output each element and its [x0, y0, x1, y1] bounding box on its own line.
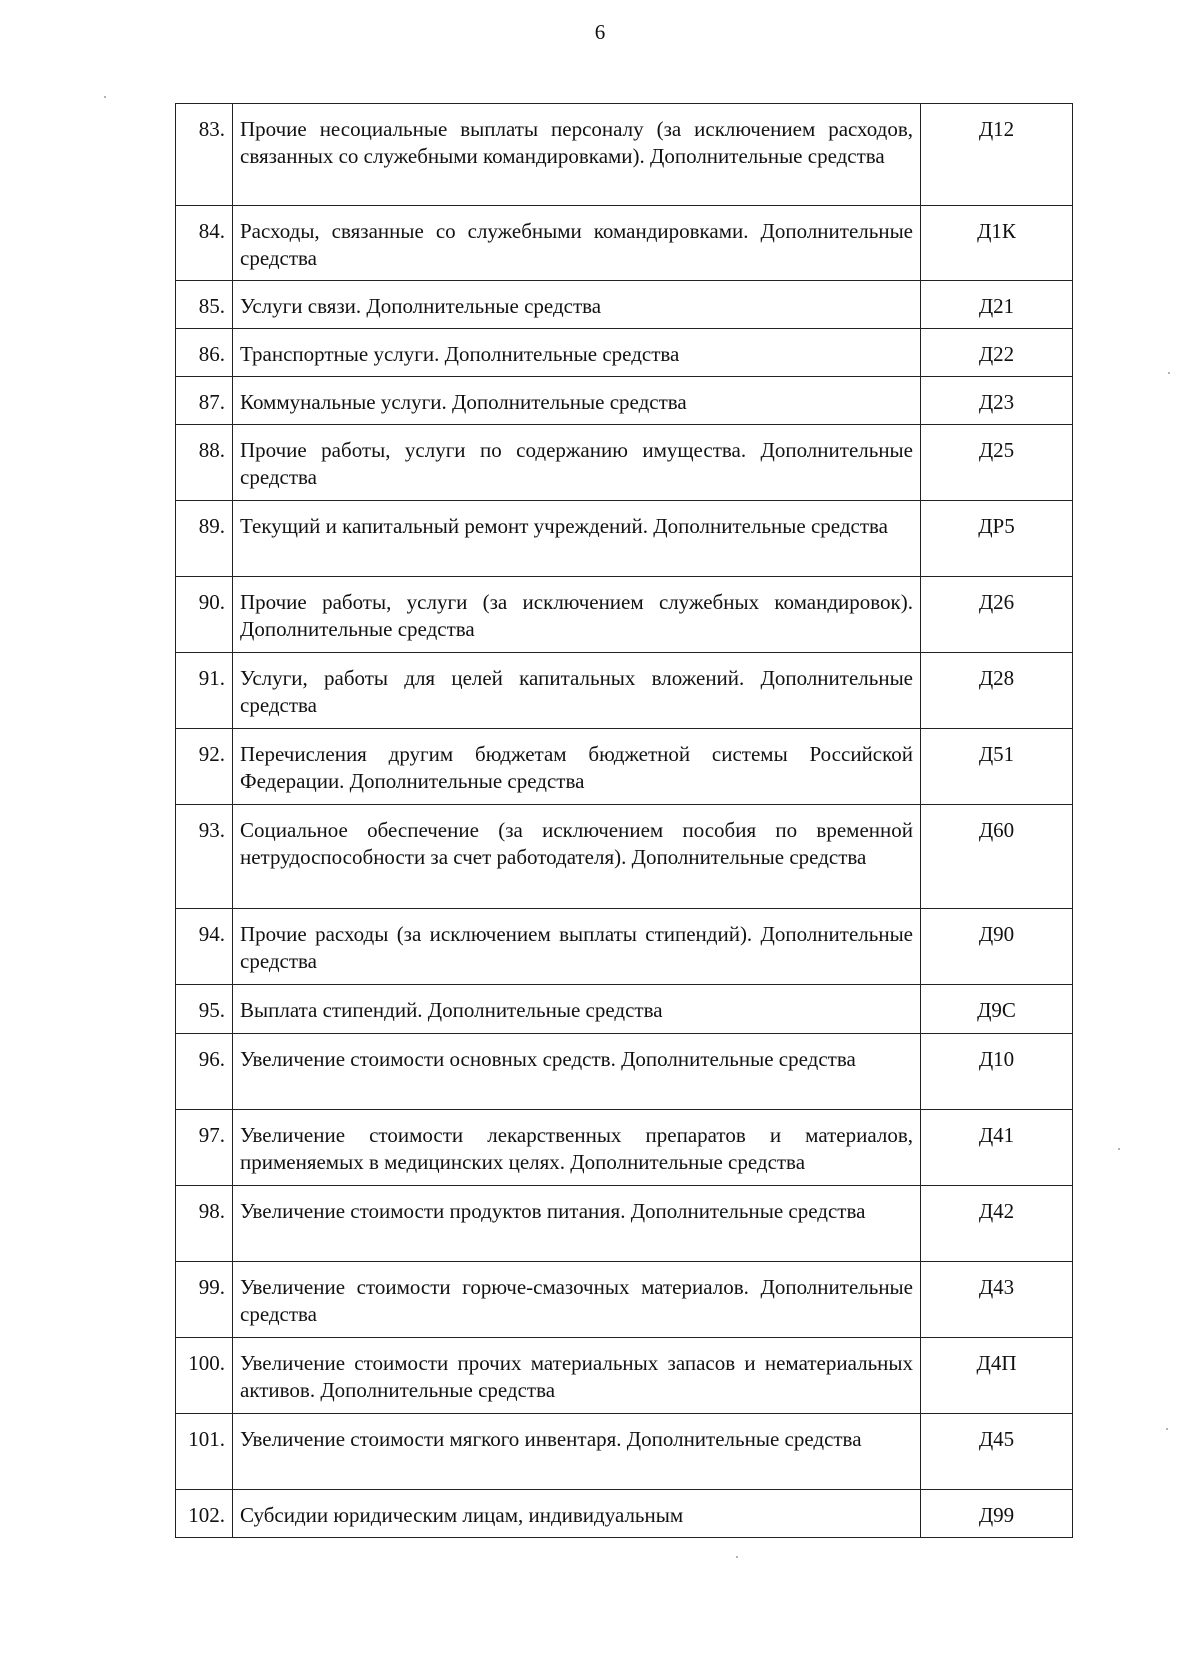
row-description: Увеличение стоимости лекарственных препаратов и материалов, применяемых в медицинских целях. Дополнительные средства — [233, 1110, 921, 1186]
row-code: Д51 — [921, 729, 1073, 805]
row-number: 86. — [176, 329, 233, 377]
row-code: Д9С — [921, 985, 1073, 1034]
row-description: Выплата стипендий. Дополнительные средства — [233, 985, 921, 1034]
row-code: ДР5 — [921, 501, 1073, 577]
table-row — [176, 425, 1073, 501]
table-row — [176, 1110, 1073, 1186]
row-code: Д12 — [921, 104, 1073, 206]
row-number: 99. — [176, 1262, 233, 1338]
row-description: Транспортные услуги. Дополнительные средства — [233, 329, 921, 377]
row-number: 102. — [176, 1490, 233, 1538]
table-row — [176, 985, 1073, 1034]
row-number: 91. — [176, 653, 233, 729]
table-row — [176, 206, 1073, 281]
row-code: Д41 — [921, 1110, 1073, 1186]
row-description: Прочие работы, услуги по содержанию имущества. Дополнительные средства — [233, 425, 921, 501]
budget-codes-table — [175, 103, 1073, 1538]
table-row — [176, 1490, 1073, 1538]
row-code: Д10 — [921, 1034, 1073, 1110]
row-description: Увеличение стоимости прочих материальных запасов и нематериальных активов. Дополнительные средства — [233, 1338, 921, 1414]
row-description: Прочие несоциальные выплаты персоналу (за исключением расходов, связанных со служебными командировками). Дополнительные средства — [233, 104, 921, 206]
row-description: Увеличение стоимости основных средств. Дополнительные средства — [233, 1034, 921, 1110]
table-row — [176, 653, 1073, 729]
row-code: Д1К — [921, 206, 1073, 281]
scan-speck — [736, 1556, 738, 1558]
row-description: Увеличение стоимости горюче-смазочных материалов. Дополнительные средства — [233, 1262, 921, 1338]
table-row — [176, 1186, 1073, 1262]
row-code: Д26 — [921, 577, 1073, 653]
row-number: 101. — [176, 1414, 233, 1490]
table-row — [176, 729, 1073, 805]
row-code: Д21 — [921, 281, 1073, 329]
row-description: Прочие расходы (за исключением выплаты стипендий). Дополнительные средства — [233, 909, 921, 985]
scan-speck — [104, 96, 106, 98]
row-description: Услуги, работы для целей капитальных вложений. Дополнительные средства — [233, 653, 921, 729]
row-code: Д28 — [921, 653, 1073, 729]
scan-speck — [1168, 372, 1170, 374]
row-number: 83. — [176, 104, 233, 206]
row-code: Д90 — [921, 909, 1073, 985]
table-row — [176, 104, 1073, 206]
row-description: Услуги связи. Дополнительные средства — [233, 281, 921, 329]
scan-speck — [1118, 1148, 1120, 1150]
row-number: 89. — [176, 501, 233, 577]
row-code: Д42 — [921, 1186, 1073, 1262]
row-number: 85. — [176, 281, 233, 329]
row-description: Субсидии юридическим лицам, индивидуальным — [233, 1490, 921, 1538]
table-row — [176, 1414, 1073, 1490]
row-code: Д99 — [921, 1490, 1073, 1538]
row-description: Увеличение стоимости мягкого инвентаря. Дополнительные средства — [233, 1414, 921, 1490]
table-row — [176, 909, 1073, 985]
row-code: Д4П — [921, 1338, 1073, 1414]
table-row — [176, 1262, 1073, 1338]
table-row — [176, 329, 1073, 377]
table-row — [176, 377, 1073, 425]
table-row — [176, 1338, 1073, 1414]
row-number: 93. — [176, 805, 233, 909]
row-code: Д23 — [921, 377, 1073, 425]
row-number: 94. — [176, 909, 233, 985]
row-code: Д22 — [921, 329, 1073, 377]
row-number: 100. — [176, 1338, 233, 1414]
table-row — [176, 1034, 1073, 1110]
row-code: Д60 — [921, 805, 1073, 909]
row-description: Перечисления другим бюджетам бюджетной системы Российской Федерации. Дополнительные средства — [233, 729, 921, 805]
row-code: Д25 — [921, 425, 1073, 501]
row-description: Увеличение стоимости продуктов питания. Дополнительные средства — [233, 1186, 921, 1262]
page-number: 6 — [594, 20, 606, 44]
row-number: 95. — [176, 985, 233, 1034]
row-number: 87. — [176, 377, 233, 425]
row-code: Д45 — [921, 1414, 1073, 1490]
scan-speck — [1166, 1428, 1168, 1430]
row-description: Текущий и капитальный ремонт учреждений. Дополнительные средства — [233, 501, 921, 577]
row-number: 88. — [176, 425, 233, 501]
table-row — [176, 501, 1073, 577]
row-description: Социальное обеспечение (за исключением пособия по временной нетрудоспособности за счет работодателя). Дополнительные средства — [233, 805, 921, 909]
row-number: 90. — [176, 577, 233, 653]
row-code: Д43 — [921, 1262, 1073, 1338]
row-number: 98. — [176, 1186, 233, 1262]
row-description: Коммунальные услуги. Дополнительные средства — [233, 377, 921, 425]
row-description: Расходы, связанные со служебными командировками. Дополнительные средства — [233, 206, 921, 281]
row-number: 84. — [176, 206, 233, 281]
table-row — [176, 281, 1073, 329]
row-number: 97. — [176, 1110, 233, 1186]
table-row — [176, 577, 1073, 653]
table-row — [176, 805, 1073, 909]
row-number: 92. — [176, 729, 233, 805]
row-number: 96. — [176, 1034, 233, 1110]
row-description: Прочие работы, услуги (за исключением служебных командировок). Дополнительные средства — [233, 577, 921, 653]
